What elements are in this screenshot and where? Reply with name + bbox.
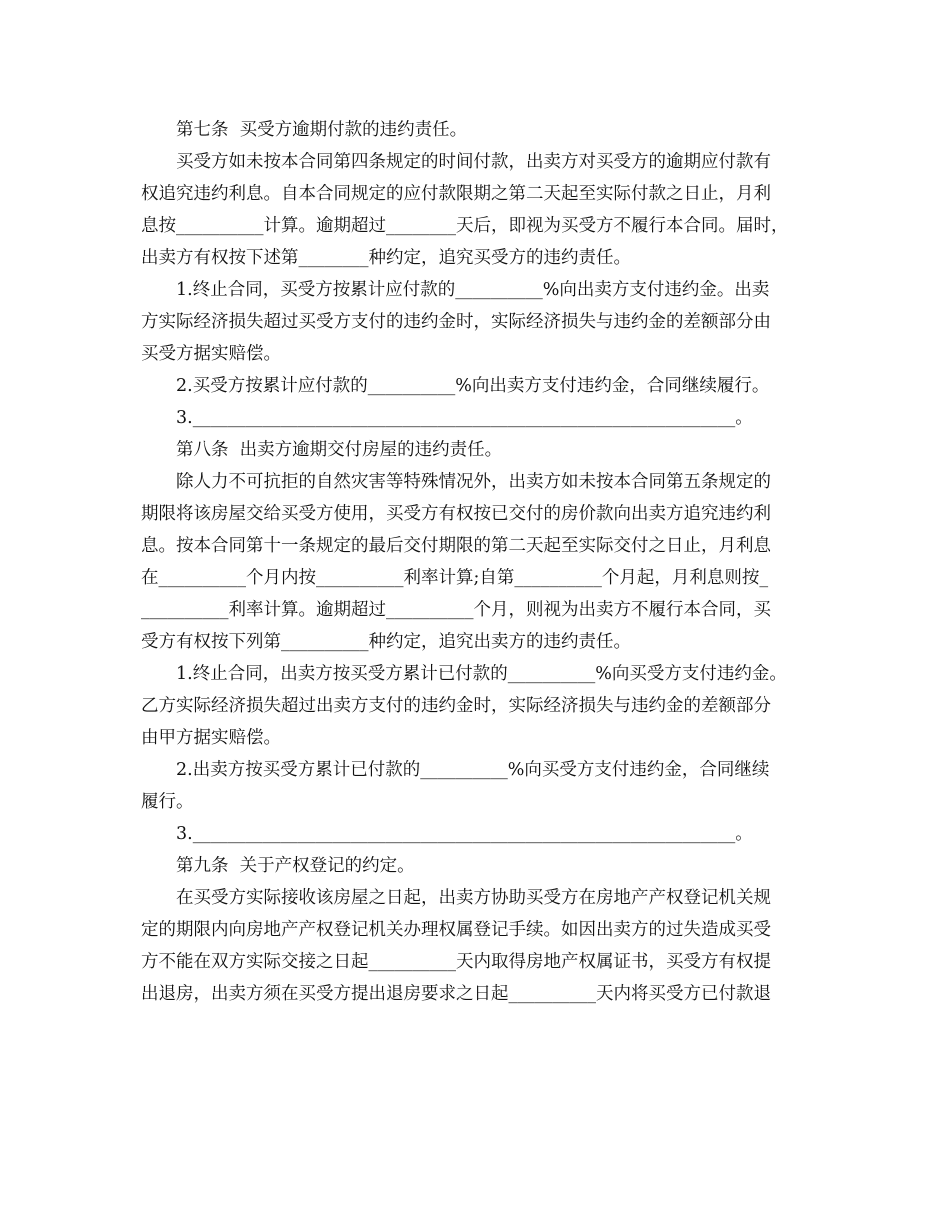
paragraph-line: 受方有权按下列第__________种约定，追究出卖方的违约责任。 [141,632,631,652]
paragraph-line: 权追究违约利息。自本合同规定的应付款限期之第二天起至实际付款之日止，月利 [141,184,771,204]
clause-line: 2.买受方按累计应付款的__________%向出卖方支付违约金，合同继续履行。 [176,376,770,396]
paragraph-line: 出卖方有权按下述第________种约定，追究买受方的违约责任。 [141,248,631,268]
paragraph-line: 定的期限内向房地产产权登记机关办理权属登记手续。如因出卖方的过失造成买受 [141,920,771,940]
article-8-heading: 第八条 出卖方逾期交付房屋的违约责任。 [176,440,503,460]
article-9-heading: 第九条 关于产权登记的约定。 [176,856,415,876]
paragraph-line: 方不能在双方实际交接之日起__________天内取得房地产权属证书，买受方有权提 [141,952,771,972]
clause-line: 履行。 [141,792,194,812]
paragraph-line: 在__________个月内按__________利率计算;自第__________个月起，月利息则按_ [141,568,769,588]
clause-line: 由甲方据实赔偿。 [141,728,281,748]
paragraph-line: __________利率计算。逾期超过__________个月，则视为出卖方不履行本合同，买 [141,600,771,620]
clause-line: 乙方实际经济损失超过出卖方支付的违约金时，实际经济损失与违约金的差额部分 [141,696,771,716]
paragraph-line: 除人力不可抗拒的自然灾害等特殊情况外，出卖方如未按本合同第五条规定的 [176,472,771,492]
paragraph-line: 期限将该房屋交给买受方使用，买受方有权按已交付的房价款向出卖方追究违约利 [141,504,771,524]
clause-line: 买受方据实赔偿。 [141,344,281,364]
clause-line: 方实际经济损失超过买受方支付的违约金时，实际经济损失与违约金的差额部分由 [141,312,771,332]
paragraph-line: 买受方如未按本合同第四条规定的时间付款，出卖方对买受方的逾期应付款有 [176,152,771,172]
clause-line: 2.出卖方按买受方累计已付款的__________%向买受方支付违约金，合同继续 [176,760,770,780]
article-7-heading: 第七条 买受方逾期付款的违约责任。 [176,120,468,140]
paragraph-line: 息按__________计算。逾期超过________天后，即视为买受方不履行本合同。届时， [141,216,789,236]
paragraph-line: 出退房，出卖方须在买受方提出退房要求之日起__________天内将买受方已付款退 [141,984,771,1004]
clause-line: 3.______________________________________________________________。 [176,408,753,428]
clause-line: 1.终止合同，出卖方按买受方累计已付款的__________%向买受方支付违约金。 [176,664,787,684]
clause-line: 3.______________________________________________________________。 [176,824,753,844]
paragraph-line: 息。按本合同第十一条规定的最后交付期限的第二天起至实际交付之日止，月利息 [141,536,771,556]
paragraph-line: 在买受方实际接收该房屋之日起，出卖方协助买受方在房地产产权登记机关规 [176,888,771,908]
clause-line: 1.终止合同，买受方按累计应付款的__________%向出卖方支付违约金。出卖 [176,280,770,300]
